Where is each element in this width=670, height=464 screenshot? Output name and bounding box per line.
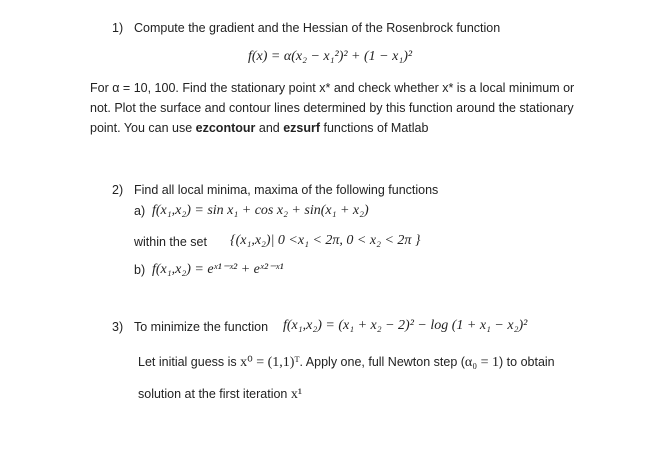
q1-line1: For α = 10, 100. Find the stationary point x* and check whether x* is a local minimum or xyxy=(90,81,575,95)
q2-number: 2) xyxy=(112,183,124,197)
q3-title: To minimize the function xyxy=(134,320,269,334)
q1-line2: not. Plot the surface and contour lines determined by this function around the stationary xyxy=(90,101,574,115)
q2a-formula: f(x₁,x₂) = sin x₁ + cos x₂ + sin(x₁ + x₂) xyxy=(152,203,369,218)
q2a-set: {(x₁,x₂)| 0 <x₁ < 2π, 0 < x₂ < 2π } xyxy=(230,233,421,248)
q3-line1: Let initial guess is x⁰ = (1,1)ᵀ. Apply one, full Newton step (α₀ = 1) to obtain xyxy=(138,355,555,370)
q2b-formula: f(x₁,x₂) = eˣ¹⁻ˣ² + eˣ²⁻ˣ¹ xyxy=(152,262,284,277)
q1-number: 1) xyxy=(112,21,124,35)
q2b-label: b) xyxy=(134,263,146,277)
q1-line3: point. You can use ezcontour and ezsurf functions of Matlab xyxy=(90,121,429,135)
q1-formula: f(x) = α(x₂ − x₁²)² + (1 − x₁)² xyxy=(248,49,413,64)
q3-number: 3) xyxy=(112,320,124,334)
q3-line2: solution at the first iteration x¹ xyxy=(138,387,303,402)
q3-formula: f(x₁,x₂) = (x₁ + x₂ − 2)² − log (1 + x₁ − x₂)² xyxy=(283,318,528,333)
q2a-set-label: within the set xyxy=(134,235,207,249)
q2a-label: a) xyxy=(134,204,146,218)
q2-title: Find all local minima, maxima of the following functions xyxy=(134,183,439,197)
q1-title: Compute the gradient and the Hessian of the Rosenbrock function xyxy=(134,21,501,35)
